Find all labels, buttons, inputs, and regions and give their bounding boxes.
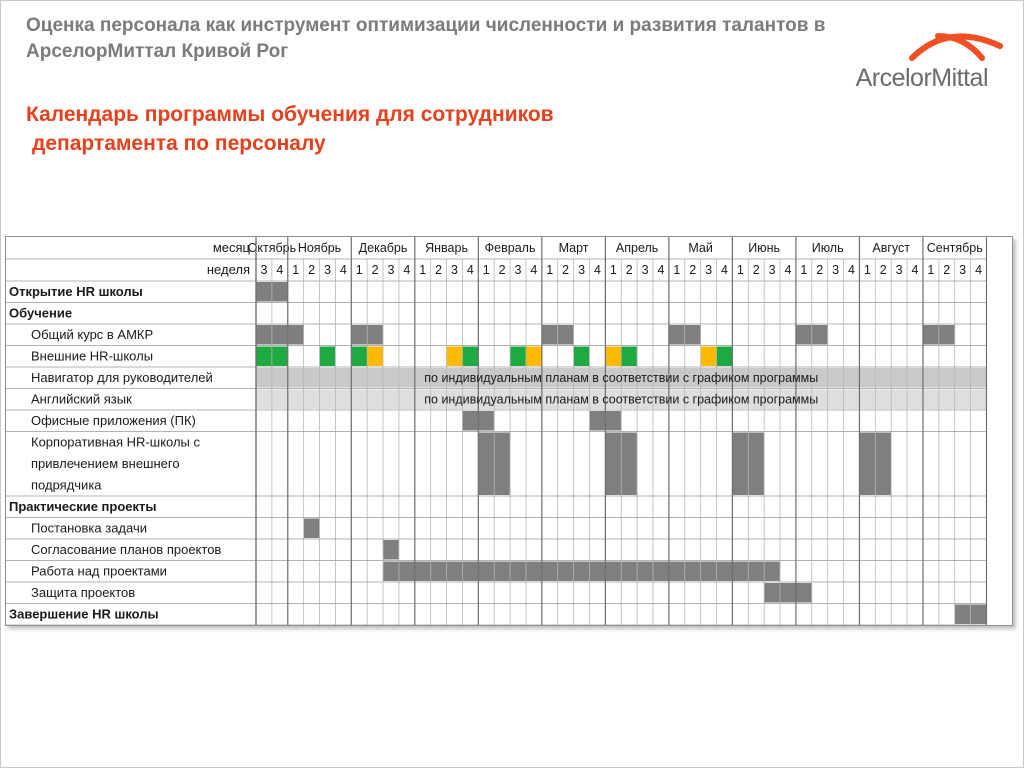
schedule-bar <box>367 347 383 367</box>
schedule-bar <box>510 347 526 367</box>
row-label: Постановка задачи <box>31 520 147 536</box>
week-number: 3 <box>641 263 649 277</box>
band-label: по индивидуальным планам в соответствии с графиком программы <box>424 392 819 407</box>
month-label: Январь <box>425 241 468 255</box>
row-label: Защита проектов <box>31 585 136 600</box>
row-label: Английский язык <box>31 391 132 407</box>
month-label: Август <box>872 241 911 255</box>
month-label: Май <box>688 241 713 255</box>
week-number: 1 <box>863 263 871 277</box>
week-number: 3 <box>768 263 776 277</box>
week-number: 1 <box>546 263 554 277</box>
month-label: Июнь <box>748 241 781 255</box>
schedule-bar <box>462 347 478 367</box>
row-label: Практические проекты <box>9 499 157 514</box>
row-label: Согласование планов проектов <box>31 542 222 557</box>
week-number: 4 <box>530 263 538 277</box>
row-label: Открытие HR школы <box>9 284 143 299</box>
week-number: 4 <box>720 263 728 277</box>
row-label: Офисные приложения (ПК) <box>31 413 196 428</box>
subtitle-line-2: департамента по персоналу <box>32 132 326 155</box>
band-label: по индивидуальным планам в соответствии с графиком программы <box>424 371 819 385</box>
week-number: 1 <box>482 263 490 277</box>
row-label: Корпоративная HR-школы с <box>31 434 201 450</box>
calendar-grid <box>6 237 1012 625</box>
training-calendar <box>5 236 1013 626</box>
subtitle-line-1: Календарь программы обучения для сотрудников <box>26 103 554 126</box>
slide-subtitle <box>26 100 726 158</box>
week-number: 4 <box>848 263 855 277</box>
row-label: Навигатор для руководителей <box>31 370 213 385</box>
company-logo <box>836 24 1006 94</box>
row-label: Обучение <box>9 305 73 321</box>
row-label: Работа над проектами <box>31 563 167 579</box>
schedule-bar <box>605 347 621 367</box>
week-number: 1 <box>800 263 808 277</box>
week-number: 2 <box>562 263 570 277</box>
page-title: Оценка персонала как инструмент оптимизации численности и развития талантов в АрселорМиттал Кривой Рог <box>26 15 826 62</box>
month-label: Ноябрь <box>297 241 342 255</box>
week-number: 4 <box>784 263 792 277</box>
week-number: 3 <box>578 263 586 277</box>
schedule-bar <box>526 347 542 367</box>
schedule-bar <box>701 347 717 367</box>
week-number: 1 <box>927 263 935 277</box>
schedule-bar <box>320 347 336 367</box>
week-number: 1 <box>292 263 300 277</box>
schedule-bar <box>304 519 320 539</box>
week-header-label: неделя <box>206 262 250 277</box>
week-number: 1 <box>609 263 617 277</box>
week-number: 4 <box>466 263 474 277</box>
week-number: 3 <box>260 263 268 277</box>
week-number: 1 <box>419 263 427 277</box>
month-label: Декабрь <box>358 241 408 255</box>
week-number: 3 <box>959 263 967 277</box>
row-label: Завершение HR школы <box>9 606 159 622</box>
schedule-bar <box>621 347 637 367</box>
schedule-bar <box>383 540 399 560</box>
month-label: Октябрь <box>247 241 297 255</box>
week-number: 3 <box>387 263 395 277</box>
week-number: 3 <box>323 263 331 277</box>
row-label: привлечением внешнего <box>31 456 180 471</box>
schedule-bar <box>574 347 590 367</box>
week-number: 2 <box>308 263 316 277</box>
week-number: 4 <box>593 263 601 277</box>
week-number: 4 <box>403 263 411 277</box>
week-number: 2 <box>689 263 697 277</box>
week-number: 1 <box>673 263 681 277</box>
month-label: Апрель <box>615 241 659 255</box>
week-number: 3 <box>895 263 903 277</box>
row-label: Внешние HR-школы <box>31 348 154 364</box>
week-number: 4 <box>276 263 284 277</box>
schedule-bar <box>717 347 733 367</box>
week-number: 2 <box>498 263 506 277</box>
week-number: 2 <box>816 263 824 277</box>
logo-wordmark: ArcelorMittal <box>855 64 988 92</box>
week-number: 2 <box>943 263 951 277</box>
week-number: 4 <box>657 263 665 277</box>
month-header-label: месяц <box>212 240 250 255</box>
week-number: 2 <box>435 263 443 277</box>
week-number: 3 <box>514 263 522 277</box>
month-label: Март <box>558 241 589 255</box>
week-number: 1 <box>736 263 744 277</box>
week-number: 4 <box>975 263 983 277</box>
week-number: 3 <box>451 263 458 277</box>
schedule-bar <box>764 583 812 603</box>
week-number: 3 <box>832 263 840 277</box>
month-label: Июль <box>811 241 844 255</box>
logo-swoosh-icon <box>908 24 1004 64</box>
week-number: 1 <box>355 263 363 277</box>
week-number: 4 <box>339 263 347 277</box>
week-number: 2 <box>879 263 887 277</box>
schedule-bar <box>383 562 780 582</box>
week-number: 2 <box>752 263 760 277</box>
week-number: 2 <box>625 263 633 277</box>
schedule-bar <box>288 325 304 345</box>
month-label: Февраль <box>484 241 536 255</box>
schedule-bar <box>447 347 463 367</box>
week-number: 3 <box>705 263 713 277</box>
week-number: 4 <box>911 263 919 277</box>
row-label: Общий курс в АМКР <box>31 327 154 342</box>
schedule-bar <box>351 347 367 367</box>
week-number: 2 <box>371 263 379 277</box>
month-label: Сентябрь <box>926 241 983 255</box>
row-label: подрядчика <box>31 477 102 493</box>
